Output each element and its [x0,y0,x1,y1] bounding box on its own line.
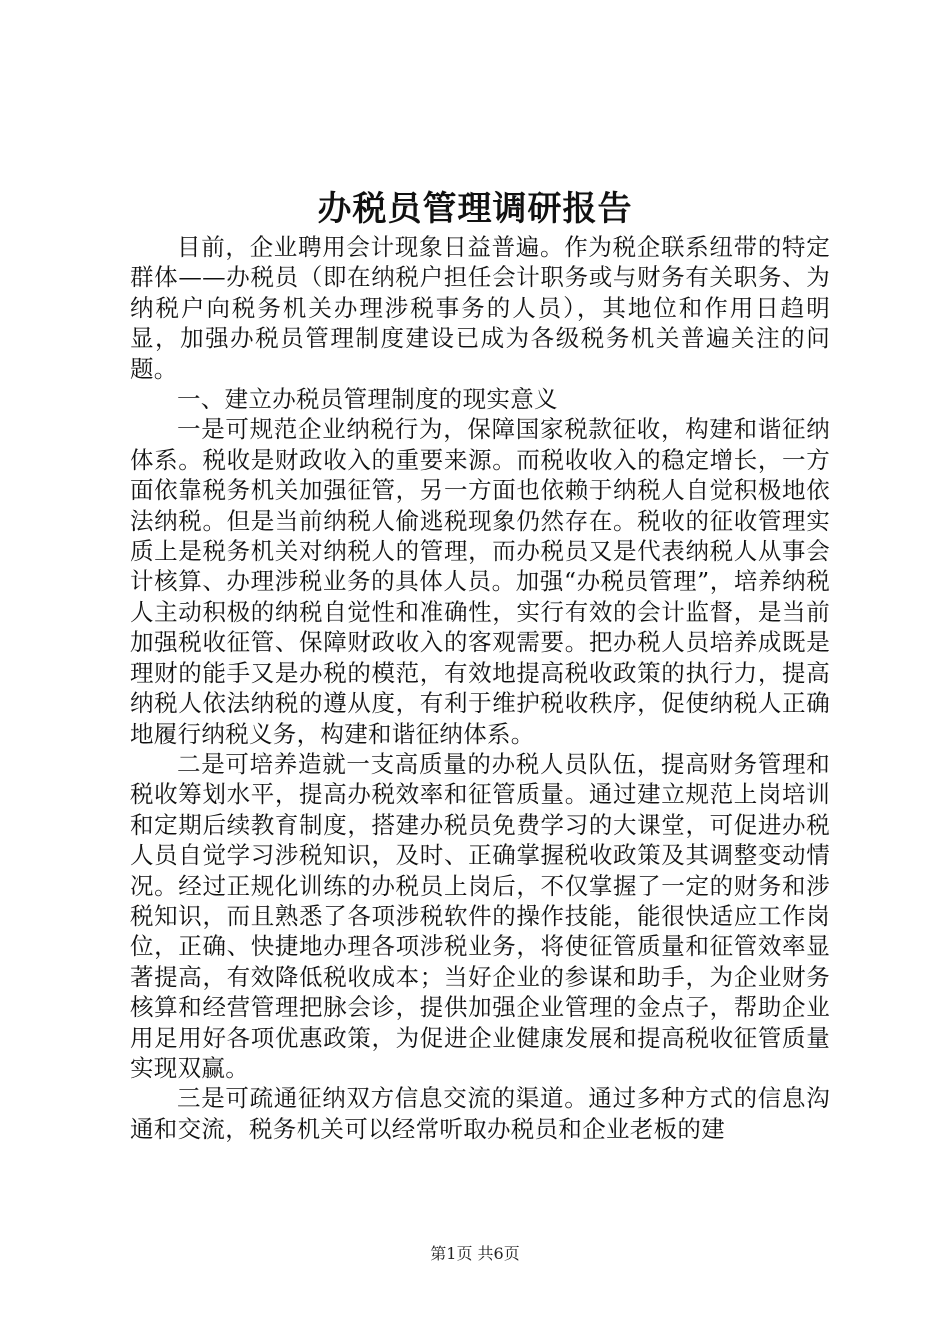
paragraph-point-one: 一是可规范企业纳税行为，保障国家税款征收，构建和谐征纳体系。税收是财政收入的重要来源。而税收收入的稳定增长，一方面依靠税务机关加强征管，另一方面也依赖于纳税人自觉积极地依法纳税。但是当前纳税人偷逃税现象仍然存在。税收的征收管理实质上是税务机关对纳税人的管理，而办税员又是代表纳税人从事会计核算、办理涉税业务的具体人员。加强“办税员管理”，培养纳税人主动积极的纳税自觉性和准确性，实行有效的会计监督，是当前加强税收征管、保障财政收入的客观需要。把办税人员培养成既是理财的能手又是办税的模范，有效地提高税收政策的执行力，提高纳税人依法纳税的遵从度，有利于维护税收秩序，促使纳税人正确地履行纳税义务，构建和谐征纳体系。 [130,415,830,748]
page-footer: 第1页 共6页 [430,1244,520,1263]
paragraph-intro: 目前，企业聘用会计现象日益普遍。作为税企联系纽带的特定群体——办税员（即在纳税户担任会计职务或与财务有关职务、为纳税户向税务机关办理涉税事务的人员），其地位和作用日趋明显，加强办税员管理制度建设已成为各级税务机关普遍关注的问题。 [130,233,830,383]
paragraph-point-three: 三是可疏通征纳双方信息交流的渠道。通过多种方式的信息沟通和交流，税务机关可以经常听取办税员和企业老板的建 [130,1084,830,1143]
section-heading: 一、建立办税员管理制度的现实意义 [177,385,558,414]
document-body [130,232,830,1144]
document-title: 办税员管理调研报告 [317,189,633,229]
paragraph-point-two: 二是可培养造就一支高质量的办税人员队伍，提高财务管理和税收筹划水平，提高办税效率和征管质量。通过建立规范上岗培训和定期后续教育制度，搭建办税员免费学习的大课堂，可促进办税人员自觉学习涉税知识，及时、正确掌握税收政策及其调整变动情况。经过正规化训练的办税员上岗后，不仅掌握了一定的财务和涉税知识，而且熟悉了各项涉税软件的操作技能，能很快适应工作岗位，正确、快捷地办理各项涉税业务，将使征管质量和征管效率显著提高，有效降低税收成本；当好企业的参谋和助手，为企业财务核算和经营管理把脉会诊，提供加强企业管理的金点子，帮助企业用足用好各项优惠政策，为促进企业健康发展和提高税收征管质量实现双赢。 [130,749,830,1082]
